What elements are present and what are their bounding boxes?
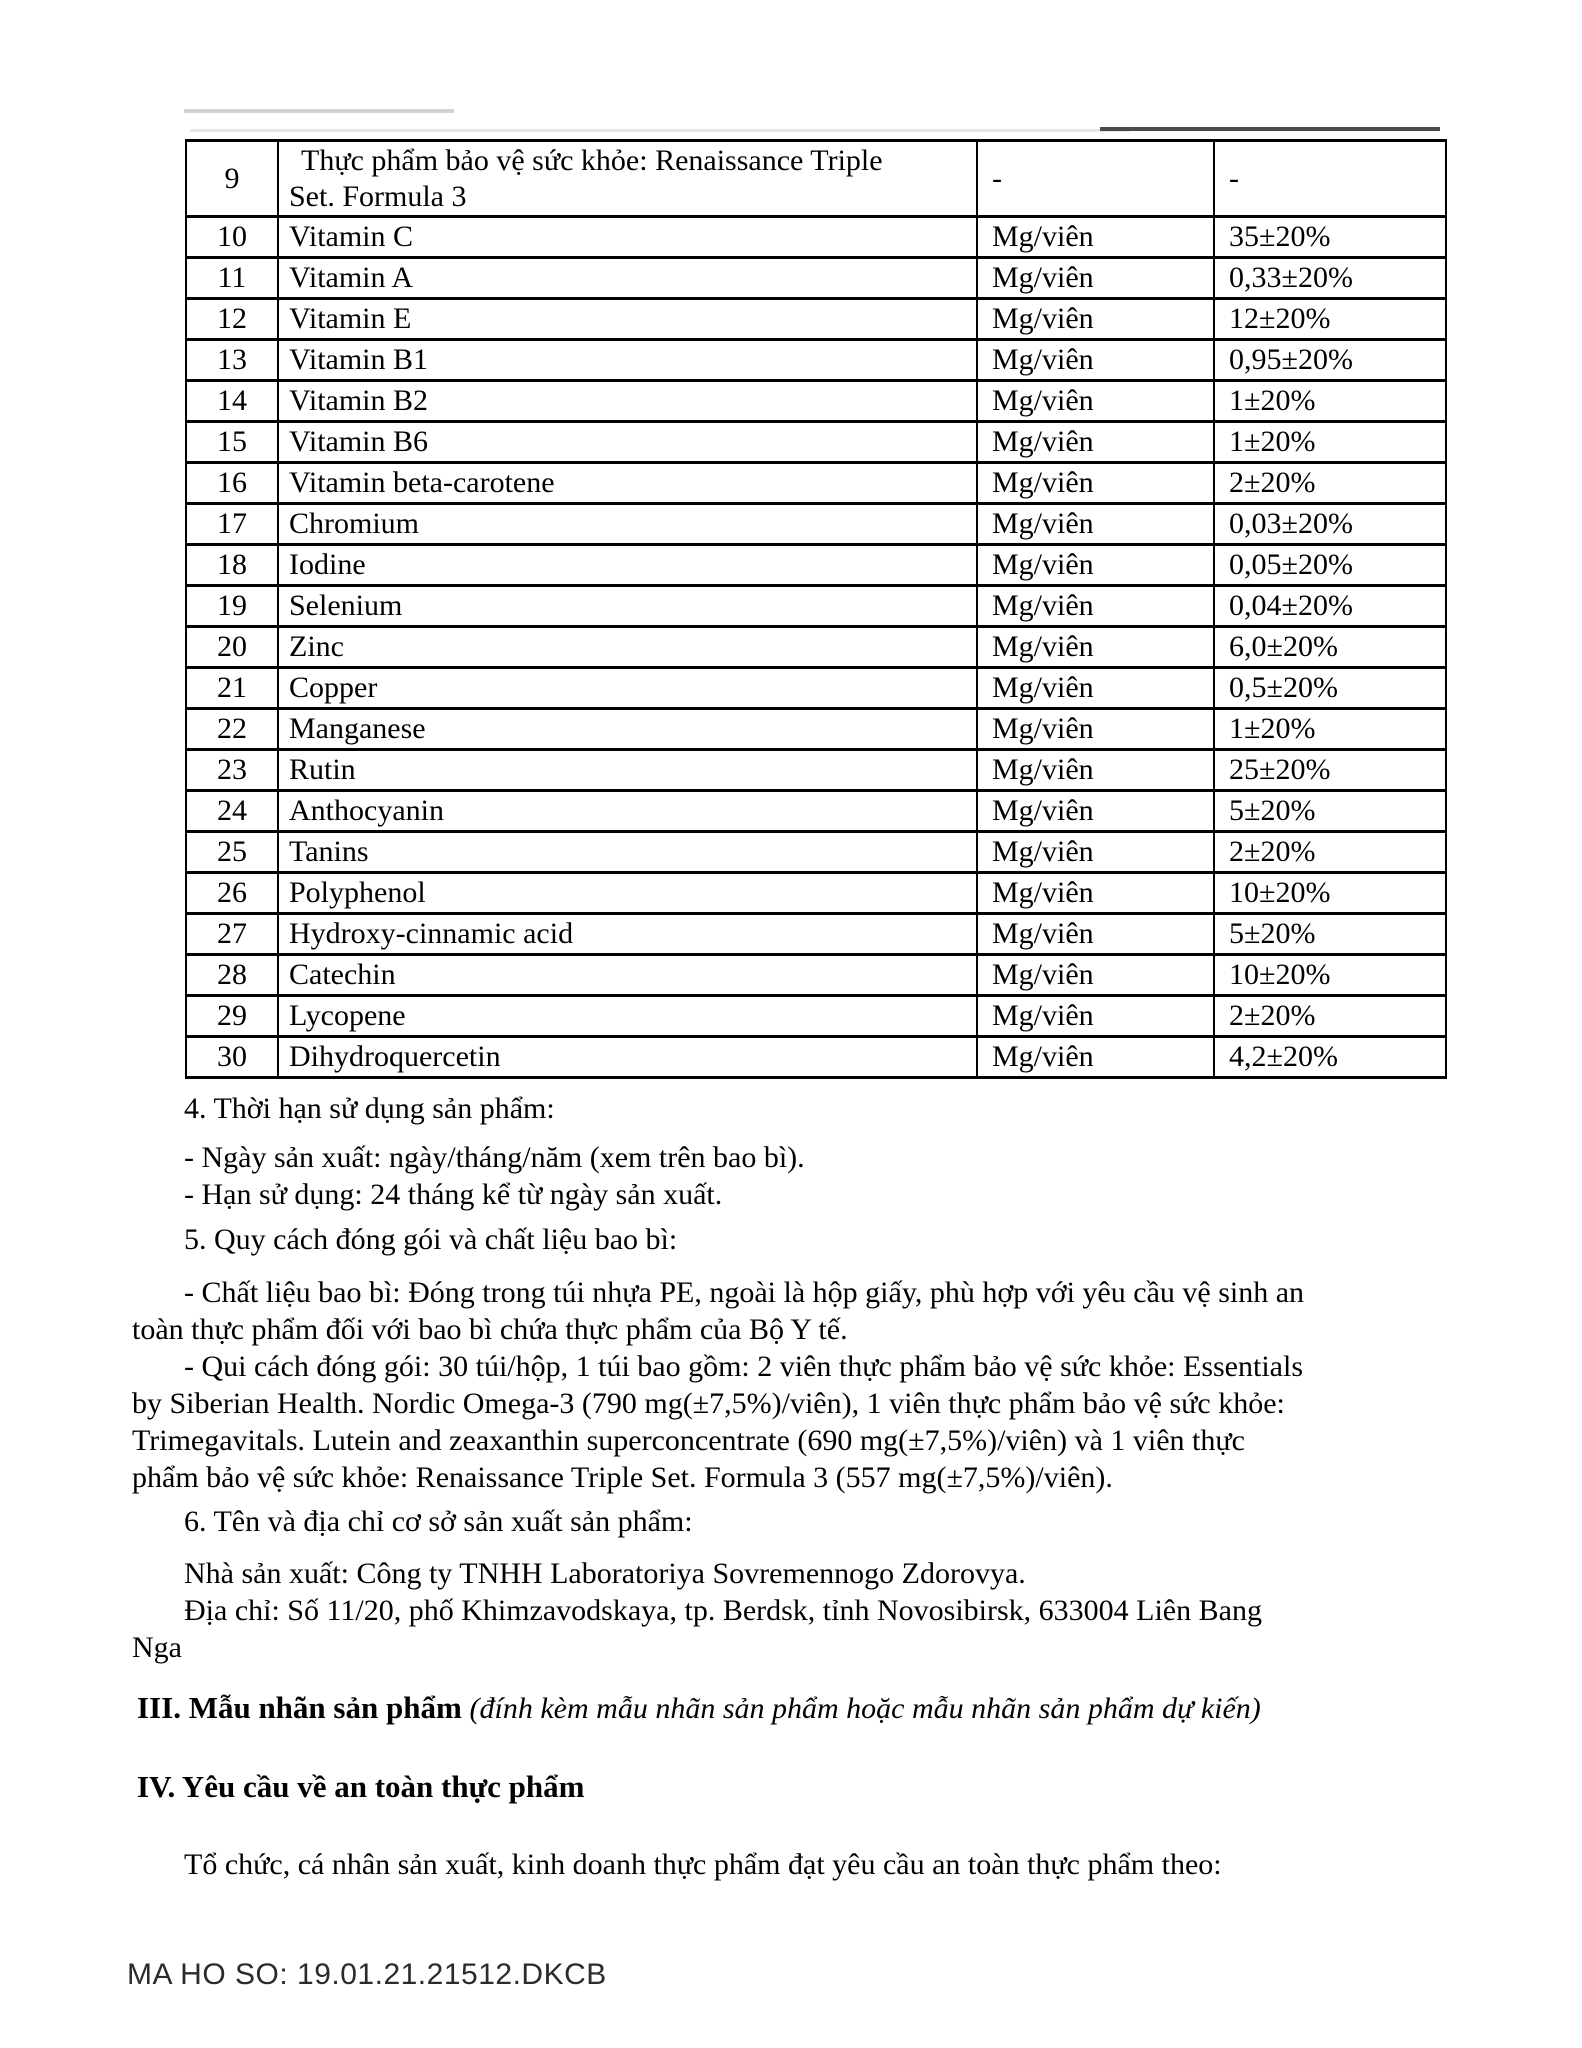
food-safety-line: Tổ chức, cá nhân sản xuất, kinh doanh thực phẩm đạt yêu cầu an toàn thực phẩm theo: <box>184 1848 1222 1881</box>
cell-row-number: 26 <box>186 873 278 914</box>
text-line: toàn thực phẩm đối với bao bì chứa thực phẩm của Bộ Y tế. <box>132 1313 848 1346</box>
cell-ingredient-name: Manganese <box>278 709 977 750</box>
cell-unit: Mg/viên <box>977 627 1214 668</box>
cell-unit: Mg/viên <box>977 668 1214 709</box>
text-line: - Chất liệu bao bì: Đóng trong túi nhựa PE, ngoài là hộp giấy, phù hợp với yêu cầu vệ sinh an <box>184 1276 1305 1309</box>
cell-unit: Mg/viên <box>977 955 1214 996</box>
cell-ingredient-name: Anthocyanin <box>278 791 977 832</box>
cell-ingredient-name: Selenium <box>278 586 977 627</box>
table-row <box>186 832 1446 873</box>
cell-value: 1±20% <box>1214 422 1446 463</box>
cell-row-number: 24 <box>186 791 278 832</box>
cell-unit: - <box>977 141 1214 217</box>
cell-value: 35±20% <box>1214 217 1446 258</box>
text-line: Set. Formula 3 <box>289 179 467 213</box>
cell-unit: Mg/viên <box>977 586 1214 627</box>
section-5-heading: 5. Quy cách đóng gói và chất liệu bao bì: <box>184 1223 678 1256</box>
table-row <box>186 141 1446 217</box>
cell-value: 2±20% <box>1214 463 1446 504</box>
cell-ingredient-name: Vitamin E <box>278 299 977 340</box>
cell-row-number: 15 <box>186 422 278 463</box>
cell-unit: Mg/viên <box>977 217 1214 258</box>
table-row <box>186 217 1446 258</box>
cell-row-number: 29 <box>186 996 278 1037</box>
cell-value: 0,5±20% <box>1214 668 1446 709</box>
cell-value: 10±20% <box>1214 955 1446 996</box>
cell-unit: Mg/viên <box>977 832 1214 873</box>
cell-ingredient-name: Polyphenol <box>278 873 977 914</box>
cell-row-number: 23 <box>186 750 278 791</box>
cell-row-number: 28 <box>186 955 278 996</box>
cell-ingredient-name: Zinc <box>278 627 977 668</box>
text-line: - Qui cách đóng gói: 30 túi/hộp, 1 túi bao gồm: 2 viên thực phẩm bảo vệ sức khỏe: Essentials <box>184 1350 1303 1383</box>
cell-ingredient-name: Vitamin A <box>278 258 977 299</box>
table-row <box>186 545 1446 586</box>
text-line: Nga <box>132 1631 182 1664</box>
cell-row-number: 12 <box>186 299 278 340</box>
cell-unit: Mg/viên <box>977 709 1214 750</box>
scan-artifact-line <box>184 109 454 113</box>
cell-value: 12±20% <box>1214 299 1446 340</box>
cell-ingredient-name: Vitamin B1 <box>278 340 977 381</box>
cell-value: 25±20% <box>1214 750 1446 791</box>
text-line: phẩm bảo vệ sức khỏe: Renaissance Triple Set. Formula 3 (557 mg(±7,5%)/viên). <box>132 1461 1113 1494</box>
cell-ingredient-name: Lycopene <box>278 996 977 1037</box>
cell-value: - <box>1214 141 1446 217</box>
cell-value: 4,2±20% <box>1214 1037 1446 1078</box>
cell-ingredient-name: Vitamin beta-carotene <box>278 463 977 504</box>
cell-ingredient-name: Copper <box>278 668 977 709</box>
cell-unit: Mg/viên <box>977 750 1214 791</box>
cell-value: 0,03±20% <box>1214 504 1446 545</box>
composition-table <box>185 139 1447 1079</box>
manufacturer-address <box>132 1592 1458 1666</box>
table-row <box>186 504 1446 545</box>
cell-value: 1±20% <box>1214 381 1446 422</box>
cell-ingredient-name: Iodine <box>278 545 977 586</box>
cell-row-number: 25 <box>186 832 278 873</box>
section-4-heading: 4. Thời hạn sử dụng sản phẩm: <box>184 1092 555 1125</box>
cell-unit: Mg/viên <box>977 258 1214 299</box>
cell-unit: Mg/viên <box>977 791 1214 832</box>
cell-ingredient-name: Tanins <box>278 832 977 873</box>
shelf-life-line: - Hạn sử dụng: 24 tháng kể từ ngày sản xuất. <box>184 1178 723 1211</box>
table-row <box>186 996 1446 1037</box>
section-6-heading: 6. Tên và địa chỉ cơ sở sản xuất sản phẩm: <box>184 1505 693 1538</box>
manufacturer-line: Nhà sản xuất: Công ty TNHH Laboratoriya Sovremennogo Zdorovya. <box>184 1557 1026 1590</box>
cell-value: 0,95±20% <box>1214 340 1446 381</box>
text-line: Trimegavitals. Lutein and zeaxanthin superconcentrate (690 mg(±7,5%)/viên) và 1 viên thực <box>132 1424 1245 1457</box>
cell-ingredient-name: Rutin <box>278 750 977 791</box>
cell-row-number: 14 <box>186 381 278 422</box>
cell-ingredient-name: Hydroxy-cinnamic acid <box>278 914 977 955</box>
cell-row-number: 27 <box>186 914 278 955</box>
cell-value: 5±20% <box>1214 791 1446 832</box>
cell-value: 0,04±20% <box>1214 586 1446 627</box>
cell-ingredient-name: Vitamin B6 <box>278 422 977 463</box>
section-3-title-italic: (đính kèm mẫu nhãn sản phẩm hoặc mẫu nhãn sản phẩm dự kiến) <box>469 1692 1261 1725</box>
section-4-title: IV. Yêu cầu về an toàn thực phẩm <box>137 1769 585 1804</box>
cell-row-number: 10 <box>186 217 278 258</box>
table-row <box>186 955 1446 996</box>
cell-value: 6,0±20% <box>1214 627 1446 668</box>
cell-unit: Mg/viên <box>977 873 1214 914</box>
table-row <box>186 873 1446 914</box>
table-row <box>186 258 1446 299</box>
cell-unit: Mg/viên <box>977 996 1214 1037</box>
table-row <box>186 340 1446 381</box>
cell-ingredient-name: Vitamin C <box>278 217 977 258</box>
table-row <box>186 914 1446 955</box>
table-row <box>186 463 1446 504</box>
section-3-title-bold: III. Mẫu nhãn sản phẩm <box>137 1690 470 1725</box>
cell-row-number: 16 <box>186 463 278 504</box>
cell-value: 1±20% <box>1214 709 1446 750</box>
cell-row-number: 9 <box>186 141 278 217</box>
table-row <box>186 791 1446 832</box>
cell-unit: Mg/viên <box>977 504 1214 545</box>
table-row <box>186 627 1446 668</box>
cell-unit: Mg/viên <box>977 299 1214 340</box>
composition-table-body <box>186 141 1446 1078</box>
cell-unit: Mg/viên <box>977 340 1214 381</box>
table-row <box>186 750 1446 791</box>
cell-row-number: 18 <box>186 545 278 586</box>
text-line: Địa chỉ: Số 11/20, phố Khimzavodskaya, tp. Berdsk, tỉnh Novosibirsk, 633004 Liên Bang <box>184 1594 1262 1627</box>
section-3-title <box>137 1689 1463 1727</box>
cell-unit: Mg/viên <box>977 914 1214 955</box>
table-row <box>186 299 1446 340</box>
table-row <box>186 709 1446 750</box>
cell-value: 2±20% <box>1214 996 1446 1037</box>
cell-ingredient-name: Dihydroquercetin <box>278 1037 977 1078</box>
packaging-spec-paragraph <box>132 1348 1458 1496</box>
cell-ingredient-name: Chromium <box>278 504 977 545</box>
cell-value: 5±20% <box>1214 914 1446 955</box>
cell-unit: Mg/viên <box>977 381 1214 422</box>
cell-unit: Mg/viên <box>977 1037 1214 1078</box>
cell-ingredient-name <box>278 141 977 217</box>
dossier-code: MA HO SO: 19.01.21.21512.DKCB <box>127 1958 607 1991</box>
table-row <box>186 422 1446 463</box>
table-row <box>186 586 1446 627</box>
cell-unit: Mg/viên <box>977 545 1214 586</box>
cell-ingredient-name: Catechin <box>278 955 977 996</box>
packaging-material-paragraph <box>132 1274 1458 1348</box>
scan-artifact-line <box>1100 127 1440 131</box>
cell-row-number: 30 <box>186 1037 278 1078</box>
cell-row-number: 20 <box>186 627 278 668</box>
production-date-line: - Ngày sản xuất: ngày/tháng/năm (xem trên bao bì). <box>184 1141 805 1174</box>
cell-row-number: 22 <box>186 709 278 750</box>
table-row <box>186 668 1446 709</box>
table-row <box>186 1037 1446 1078</box>
table-row <box>186 381 1446 422</box>
cell-value: 10±20% <box>1214 873 1446 914</box>
cell-row-number: 17 <box>186 504 278 545</box>
cell-unit: Mg/viên <box>977 422 1214 463</box>
cell-unit: Mg/viên <box>977 463 1214 504</box>
scan-artifact-line <box>190 129 1130 132</box>
text-line: Thực phẩm bảo vệ sức khỏe: Renaissance Triple <box>301 143 883 177</box>
cell-value: 2±20% <box>1214 832 1446 873</box>
cell-ingredient-name: Vitamin B2 <box>278 381 977 422</box>
cell-row-number: 13 <box>186 340 278 381</box>
cell-value: 0,33±20% <box>1214 258 1446 299</box>
cell-row-number: 11 <box>186 258 278 299</box>
text-line: by Siberian Health. Nordic Omega-3 (790 mg(±7,5%)/viên), 1 viên thực phẩm bảo vệ sức khỏe: <box>132 1387 1285 1420</box>
cell-row-number: 21 <box>186 668 278 709</box>
cell-value: 0,05±20% <box>1214 545 1446 586</box>
cell-row-number: 19 <box>186 586 278 627</box>
